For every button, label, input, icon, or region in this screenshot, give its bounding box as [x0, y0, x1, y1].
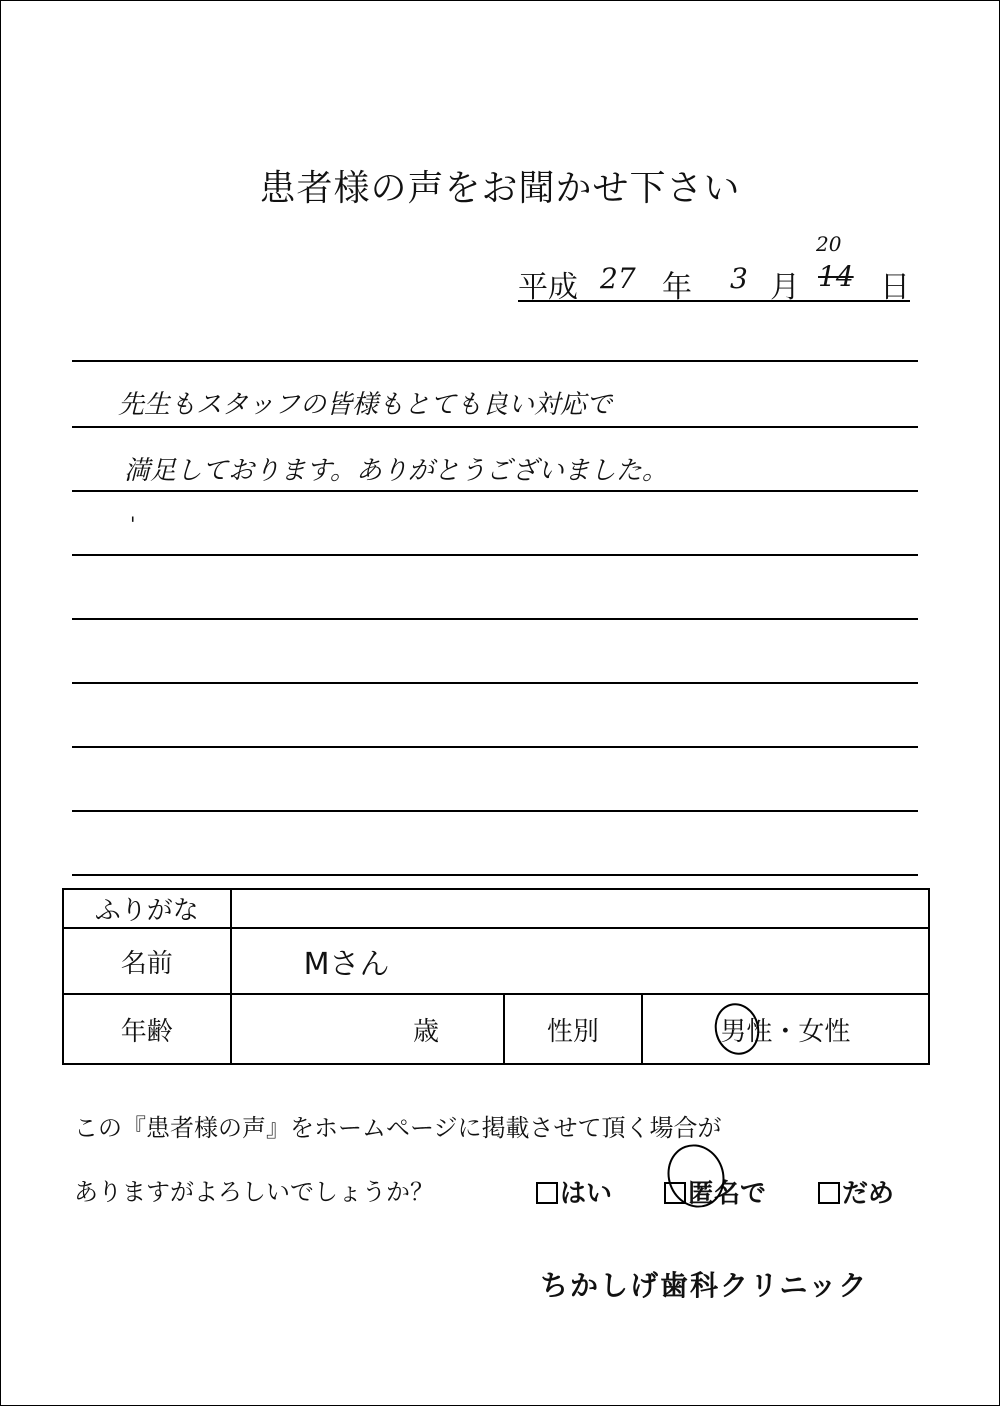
age-label: 年齢: [63, 994, 231, 1064]
date-day-correction: 20: [816, 232, 842, 256]
comment-rule: [72, 618, 918, 620]
clinic-name: ちかしげ歯科クリニック: [540, 1269, 869, 1302]
comment-rule: [72, 874, 918, 876]
comment-rule: [72, 810, 918, 812]
page-title: 患者様の声をお聞かせ下さい: [259, 168, 741, 209]
comment-text-line-2[interactable]: 満足しております。ありがとうございました。: [124, 456, 668, 486]
consent-option-yes[interactable]: [536, 1173, 612, 1210]
date-month[interactable]: 3: [730, 262, 748, 295]
date-month-label: 月: [770, 270, 800, 305]
patient-info-table: [62, 888, 930, 1065]
checkbox-icon[interactable]: [536, 1182, 558, 1204]
consent-question-line-2: ありますがよろしいでしょうか？: [74, 1178, 434, 1206]
age-unit: 歳: [413, 1016, 440, 1047]
consent-option-no[interactable]: [818, 1173, 894, 1210]
comment-rule: [72, 490, 918, 492]
consent-option-no-label: だめ: [842, 1179, 895, 1209]
comment-text-line-1[interactable]: 先生もスタッフの皆様もとても良い対応で: [118, 390, 613, 420]
gender-option-female[interactable]: 女性: [798, 1016, 851, 1047]
date-day-label: 日: [880, 270, 910, 305]
comment-rule: [72, 426, 918, 428]
date-day-struck[interactable]: 14: [818, 260, 854, 293]
name-field[interactable]: Mさん: [231, 928, 929, 994]
date-line: [518, 232, 910, 305]
furigana-label: ふりがな: [63, 889, 231, 928]
consent-question-line-1: この『患者様の声』をホームページに掲載させて頂く場合が: [74, 1114, 722, 1142]
date-year[interactable]: 27: [600, 262, 636, 295]
furigana-field[interactable]: [231, 889, 929, 928]
stray-pen-mark: ': [130, 512, 136, 536]
gender-option-male[interactable]: 男性: [720, 1016, 773, 1047]
comment-rule: [72, 360, 918, 362]
comment-rule: [72, 746, 918, 748]
gender-selection-circle: [709, 998, 765, 1060]
checkbox-icon[interactable]: [818, 1182, 840, 1204]
gender-label: 性別: [504, 994, 642, 1064]
consent-option-yes-label: はい: [560, 1179, 613, 1209]
gender-separator: ・: [772, 1016, 799, 1047]
age-field[interactable]: [231, 994, 504, 1064]
gender-field[interactable]: [642, 994, 929, 1064]
name-label: 名前: [63, 928, 231, 994]
consent-option-anonymous-label: 匿名で: [688, 1179, 767, 1209]
date-era: 平成: [518, 270, 578, 305]
comment-rule: [72, 682, 918, 684]
comment-rule: [72, 554, 918, 556]
date-year-label: 年: [662, 270, 692, 305]
